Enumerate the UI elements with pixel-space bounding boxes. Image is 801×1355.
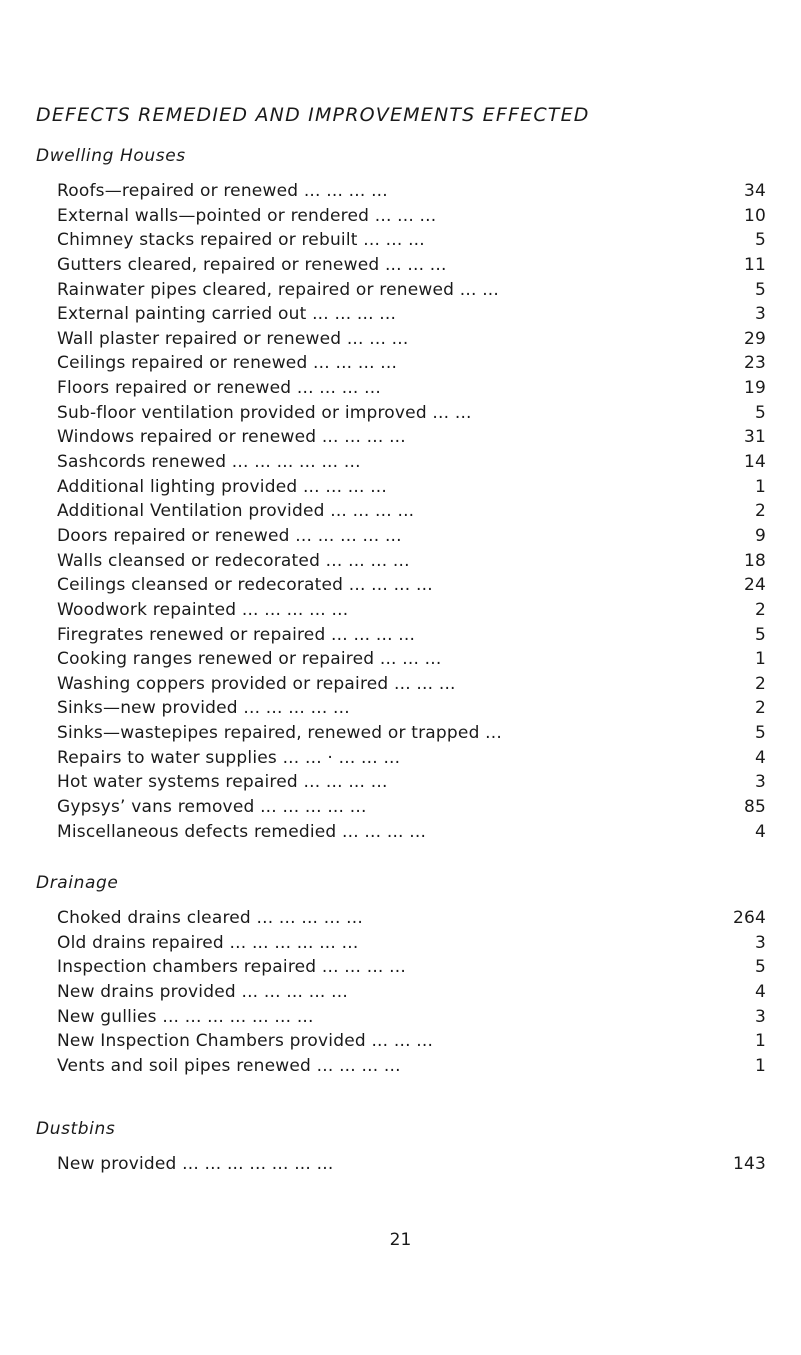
item-label: Woodwork repainted ... ... ... ... ... [57,599,349,620]
item-count: 11 [743,254,766,275]
item-label: Sashcords renewed ... ... ... ... ... ... [57,452,361,473]
item-count: 5 [754,402,766,423]
list-item [57,499,766,524]
item-label: Vents and soil pipes renewed ... ... ... ... [57,1055,401,1076]
item-label: Floors repaired or renewed ... ... ... ... [57,378,381,399]
item-count: 19 [743,378,766,399]
item-count: 24 [743,575,766,596]
item-label: Choked drains cleared ... ... ... ... ... [57,908,363,928]
list-item [57,376,766,401]
list-item [57,647,766,672]
item-label: Gutters cleared, repaired or renewed ... ... ... [57,254,447,275]
list-item [57,906,766,931]
item-count: 3 [754,932,766,953]
item-label: Doors repaired or renewed ... ... ... ... ... [57,525,402,546]
item-label: New provided ... ... ... ... ... ... ... [57,1154,334,1174]
item-count: 34 [743,181,766,201]
item-count: 2 [754,673,766,694]
section-heading: Drainage [36,873,119,893]
list-item [57,721,766,746]
section-drainage [36,870,766,1078]
list-item [57,573,766,598]
item-label: New Inspection Chambers provided ... ... ... [57,1031,434,1052]
list-item [57,253,766,278]
list-item [57,746,766,771]
item-label: Rainwater pipes cleared, repaired or renewed ... ... [57,279,499,300]
item-label: Windows repaired or renewed ... ... ... ... [57,427,406,448]
item-label: Firegrates renewed or repaired ... ... ... ... [57,624,416,645]
item-count: 5 [754,723,766,744]
item-count: 1 [754,476,766,497]
item-count: 264 [732,908,766,928]
item-label: Additional Ventilation provided ... ... ... ... [57,501,415,522]
item-count: 2 [754,698,766,719]
list-item [57,1029,766,1054]
item-label: Wall plaster repaired or renewed ... ... ... [57,328,409,349]
list-item [57,549,766,574]
list-item [57,1005,766,1030]
item-label: Additional lighting provided ... ... ... ... [57,476,388,497]
item-list [57,906,766,1078]
list-item [57,955,766,980]
item-count: 4 [754,981,766,1002]
section-heading: Dustbins [36,1119,116,1139]
item-label: Miscellaneous defects remedied ... ... ... ... [57,821,427,842]
list-item [57,450,766,475]
list-item [57,401,766,426]
item-count: 18 [743,550,766,571]
list-item [57,623,766,648]
item-count: 2 [754,501,766,522]
list-item [57,598,766,623]
item-count: 29 [743,328,766,349]
item-count: 14 [743,452,766,473]
list-item [57,524,766,549]
item-count: 3 [754,304,766,325]
item-label: Inspection chambers repaired ... ... ... ... [57,957,406,978]
list-item [57,179,766,204]
item-label: Old drains repaired ... ... ... ... ... ... [57,932,359,953]
item-label: External painting carried out ... ... ... ... [57,304,397,325]
list-item [57,820,766,845]
item-count: 31 [743,427,766,448]
list-item [57,278,766,303]
item-label: Gypsys’ vans removed ... ... ... ... ... [57,797,367,818]
list-item [57,1152,766,1177]
list-item [57,204,766,229]
list-item [57,475,766,500]
item-label: Sub-floor ventilation provided or improved ... ... [57,402,472,423]
item-list [57,179,766,844]
list-item [57,425,766,450]
item-label: Ceilings repaired or renewed ... ... ... ... [57,353,398,374]
list-item [57,795,766,820]
item-label: Hot water systems repaired ... ... ... ... [57,772,388,793]
item-count: 2 [754,599,766,620]
item-count: 5 [754,230,766,251]
item-label: Chimney stacks repaired or rebuilt ... ... ... [57,230,425,251]
list-item [57,1054,766,1079]
item-count: 9 [754,525,766,546]
item-count: 5 [754,624,766,645]
item-count: 5 [754,957,766,978]
section-dustbins [36,1116,766,1177]
list-item [57,351,766,376]
item-count: 85 [743,797,766,818]
list-item [57,672,766,697]
list-item [57,696,766,721]
item-count: 3 [754,772,766,793]
list-item [57,931,766,956]
page-title: DEFECTS REMEDIED AND IMPROVEMENTS EFFECTED [36,104,590,126]
item-count: 143 [732,1154,766,1174]
item-count: 10 [743,205,766,226]
list-item [57,980,766,1005]
item-count: 1 [754,1031,766,1052]
item-count: 1 [754,649,766,670]
item-label: Cooking ranges renewed or repaired ... ... ... [57,649,442,670]
item-count: 4 [754,821,766,842]
item-label: New gullies ... ... ... ... ... ... ... [57,1006,314,1027]
page-number: 21 [389,1230,412,1250]
item-label: Repairs to water supplies ... ... · ... ... ... [57,747,401,768]
item-label: New drains provided ... ... ... ... ... [57,981,348,1002]
item-label: Sinks—wastepipes repaired, renewed or trapped ... [57,723,502,744]
item-count: 4 [754,747,766,768]
item-label: Washing coppers provided or repaired ... ... ... [57,673,456,694]
list-item [57,770,766,795]
item-label: Ceilings cleansed or redecorated ... ... ... ... [57,575,433,596]
list-item [57,327,766,352]
item-list [57,1152,766,1177]
list-item [57,228,766,253]
item-count: 5 [754,279,766,300]
item-label: Sinks—new provided ... ... ... ... ... [57,698,350,719]
item-label: Walls cleansed or redecorated ... ... ... ... [57,550,410,571]
section-heading: Dwelling Houses [36,146,186,166]
item-label: External walls—pointed or rendered ... ... ... [57,205,437,226]
item-label: Roofs—repaired or renewed ... ... ... ... [57,181,388,201]
section-dwelling-houses [36,143,766,844]
item-count: 1 [754,1055,766,1076]
list-item [57,302,766,327]
item-count: 23 [743,353,766,374]
item-count: 3 [754,1006,766,1027]
